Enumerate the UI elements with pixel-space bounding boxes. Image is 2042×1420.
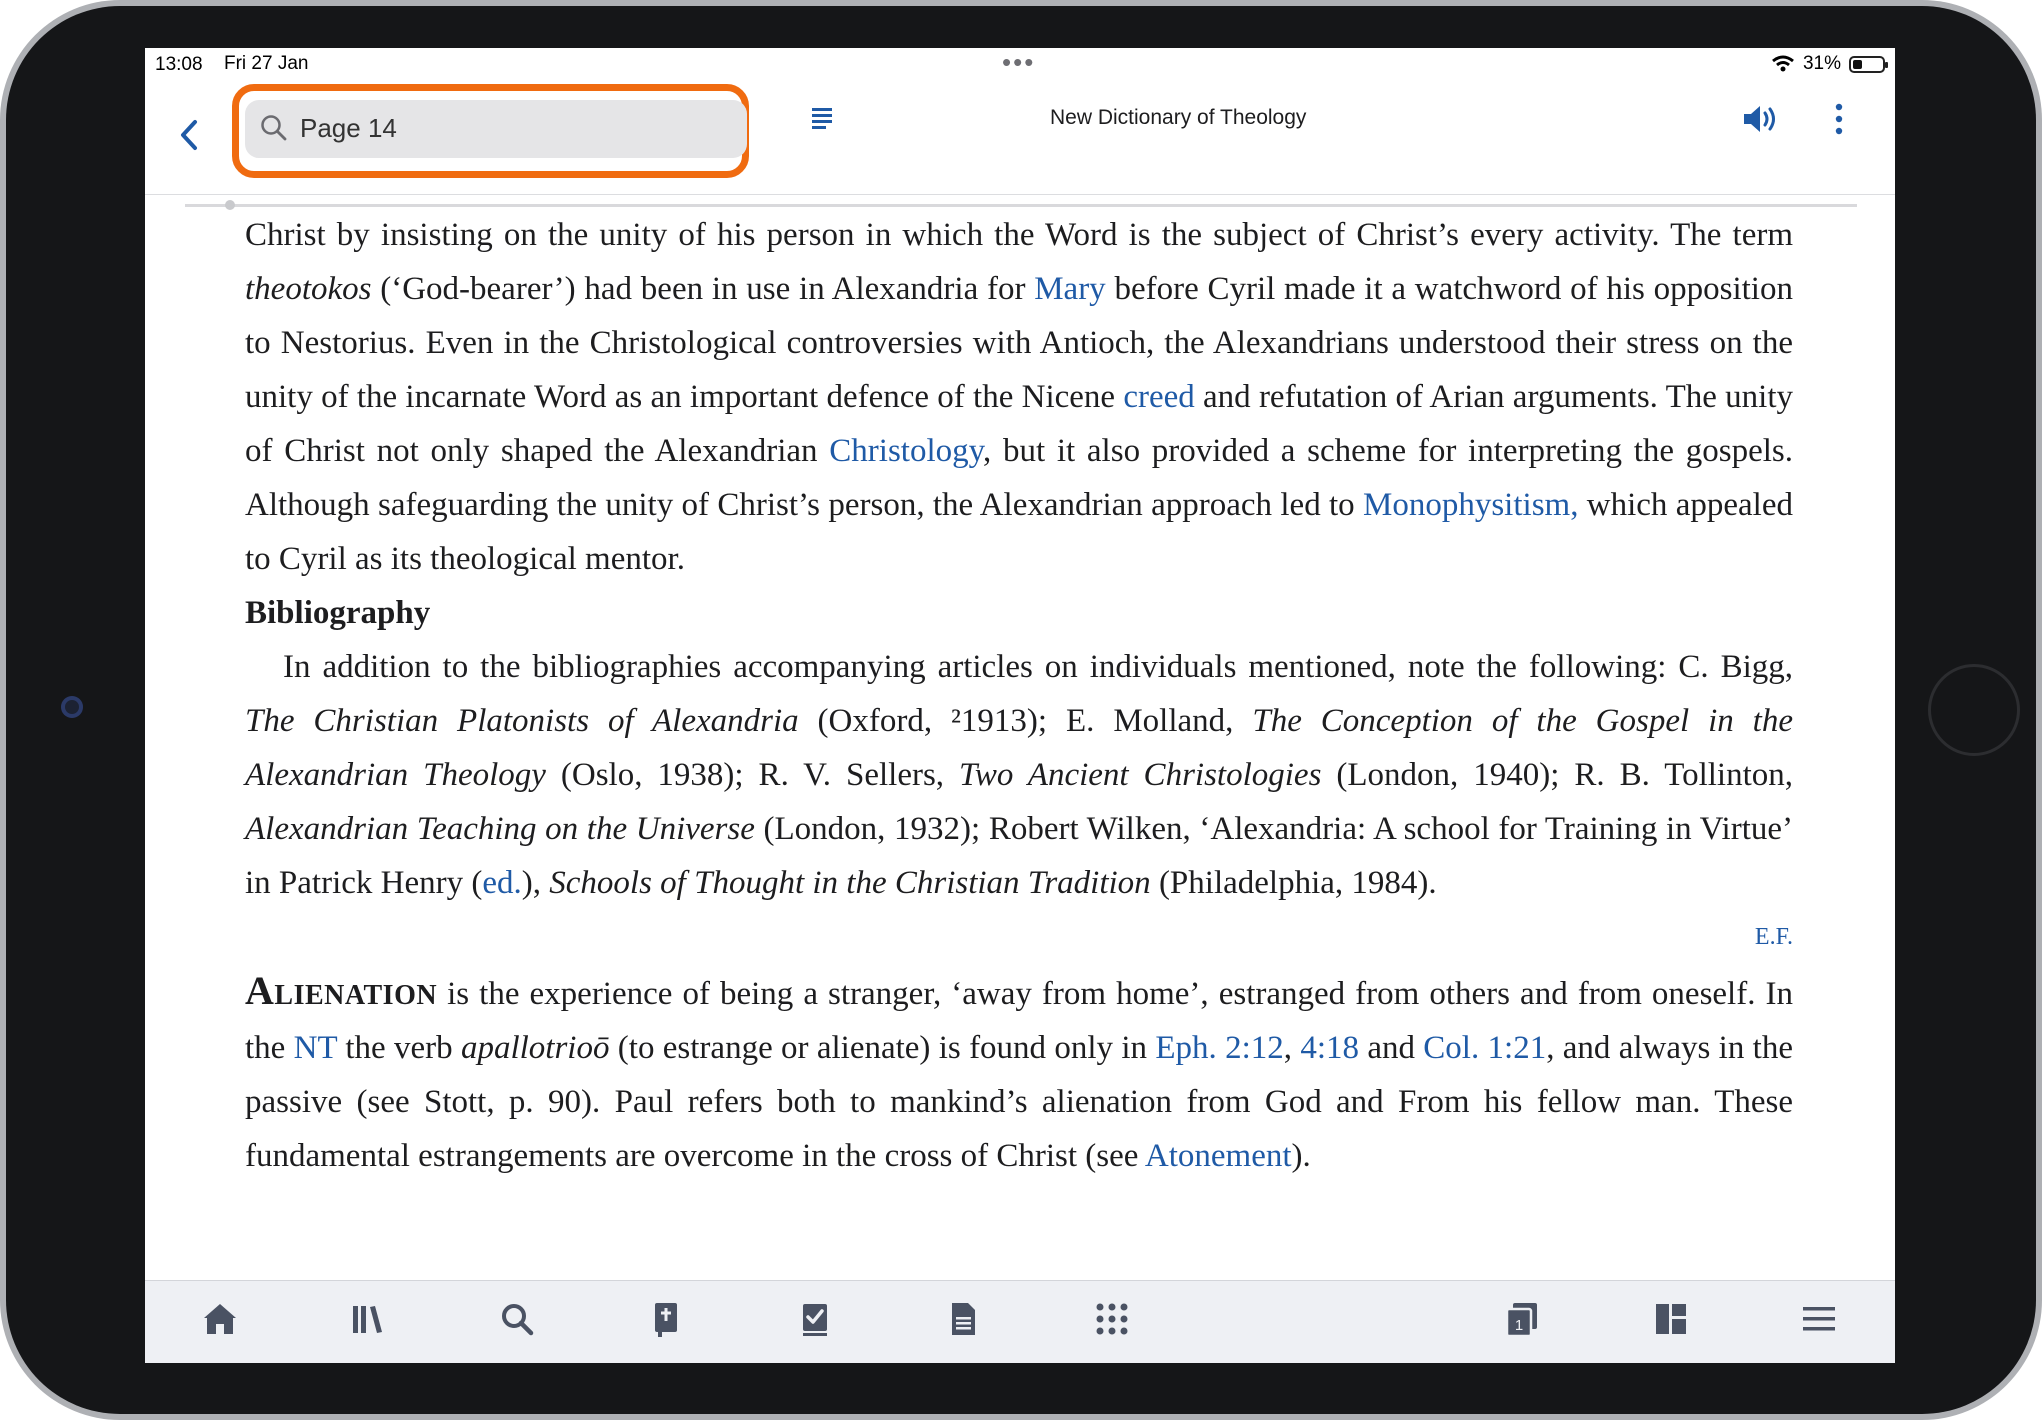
camera <box>61 696 83 718</box>
screen <box>145 48 1895 1362</box>
more-options-icon[interactable] <box>1831 102 1847 136</box>
battery-percent: 31% <box>1802 53 1841 74</box>
search-value: Page 14 <box>300 113 397 143</box>
link-eph-2-12[interactable]: Eph. 2:12 <box>1155 1030 1284 1066</box>
text-run: (London, 1932); Robert Wilken, ‘Alexandria: A school for Training in Virtue’ in Patrick Henry ( <box>245 811 1793 901</box>
text-run: (London, 1940); R. B. Tollinton, <box>1321 757 1794 793</box>
link-christology[interactable]: Christology <box>829 433 983 469</box>
text-run: , and always in the passive (see Stott, p. 90). Paul refers both to mankind’s alienation from God and From his fellow man. These fundamental estrangements are overcome in the cross of Christ (see <box>245 1030 1793 1174</box>
status-bar <box>145 48 1895 82</box>
bottom-tab-bar <box>145 1280 1895 1363</box>
bible-icon[interactable] <box>646 1299 686 1339</box>
reference-search-input[interactable] <box>245 100 747 158</box>
text-run: , but it also provided a scheme for interpreting the gospels. Although safeguarding the unity of Christ’s person, the Alexandrian approach led to <box>245 433 1793 523</box>
paragraph-alienation <box>245 964 1793 1183</box>
search-icon[interactable] <box>497 1299 537 1339</box>
entry-headword: Alienation <box>245 968 438 1013</box>
content-fade <box>145 1258 1895 1282</box>
text-run: In addition to the bibliographies accompanying articles on individuals mentioned, note the following: C. Bigg, <box>283 649 1793 685</box>
article-body <box>245 208 1793 1183</box>
text-run: and refutation of Arian arguments. The unity of Christ not only shaped the Alexandrian <box>245 379 1793 469</box>
text-run: which appealed to Cyril as its theological mentor. <box>245 487 1793 577</box>
text-run: (Oxford, ²1913); E. Molland, <box>798 703 1253 739</box>
battery-icon <box>1849 56 1885 73</box>
reading-progress-bar[interactable] <box>185 204 1857 207</box>
book-title-italic: Alexandrian Teaching on the Universe <box>245 811 755 847</box>
bibliography-heading: Bibliography <box>245 595 431 631</box>
text-run: ), <box>521 865 550 901</box>
link-atonement[interactable]: Atonement <box>1144 1138 1292 1174</box>
book-title-italic: Schools of Thought in the Christian Tradition <box>549 865 1151 901</box>
paragraph-alexandrian-christology <box>245 208 1793 586</box>
text-run: the verb <box>337 1030 461 1066</box>
link-monophysitism[interactable]: Monophysitism, <box>1363 487 1579 523</box>
tasks-icon[interactable] <box>795 1299 835 1339</box>
wifi-icon <box>1771 55 1795 73</box>
home-button[interactable] <box>1928 664 2020 756</box>
document-icon[interactable] <box>943 1299 983 1339</box>
italic-term: theotokos <box>245 271 372 307</box>
text-run: before Cyril made it a watchword of his opposition to Nestorius. Even in the Christological controversies with Antioch, the Alexandrians understood their stress on the unity of the incarnate Word as an important defence of the Nicene <box>245 271 1793 415</box>
text-run: (Philadelphia, 1984). <box>1150 865 1437 901</box>
table-of-contents-icon[interactable] <box>810 104 834 132</box>
panels-icon[interactable] <box>1651 1299 1691 1339</box>
book-title-italic: The Conception of the Gospel in the Alexandrian Theology <box>245 703 1793 793</box>
text-run: (to estrange or alienate) is found only in <box>609 1030 1156 1066</box>
multitasking-dots-icon[interactable]: ••• <box>1002 47 1036 77</box>
link-col-1-21[interactable]: Col. 1:21 <box>1423 1030 1547 1066</box>
progress-knob[interactable] <box>225 200 235 210</box>
text-run: ). <box>1291 1138 1311 1174</box>
apps-grid-icon[interactable] <box>1092 1299 1132 1339</box>
text-run: is the experience of being a stranger, ‘away from home’, estranged from others and from oneself. In the <box>245 976 1793 1066</box>
back-chevron-icon[interactable] <box>175 114 205 156</box>
book-title[interactable]: New Dictionary of Theology <box>1050 106 1307 129</box>
text-run: , <box>1283 1030 1301 1066</box>
search-icon <box>259 113 289 143</box>
link-ed[interactable]: ed. <box>482 865 522 901</box>
text-run: and <box>1359 1030 1424 1066</box>
text-run: (‘God-bearer’) had been in use in Alexandria for <box>371 271 1035 307</box>
text-run: (Oslo, 1938); R. V. Sellers, <box>545 757 960 793</box>
link-4-18[interactable]: 4:18 <box>1300 1030 1359 1066</box>
link-nt[interactable]: NT <box>293 1030 338 1066</box>
link-mary[interactable]: Mary <box>1034 271 1106 307</box>
status-date: Fri 27 Jan <box>224 53 309 74</box>
book-title-italic: Two Ancient Christologies <box>959 757 1322 793</box>
layout-one-icon[interactable] <box>1502 1299 1542 1339</box>
author-initials-link[interactable]: E.F. <box>1754 924 1793 950</box>
link-creed[interactable]: creed <box>1123 379 1195 415</box>
bibliography-paragraph <box>245 640 1793 910</box>
svg-text:1: 1 <box>1514 1317 1524 1334</box>
italic-term: apallotrioō <box>460 1030 610 1066</box>
library-icon[interactable] <box>349 1299 389 1339</box>
text-run: Christ by insisting on the unity of his person in which the Word is the subject of Christ’s every activity. The term <box>245 217 1793 253</box>
status-right <box>1771 53 1885 75</box>
home-icon[interactable] <box>200 1299 240 1339</box>
menu-icon[interactable] <box>1799 1299 1839 1339</box>
book-title-italic: The Christian Platonists of Alexandria <box>245 703 799 739</box>
speaker-audio-icon[interactable] <box>1740 102 1780 136</box>
status-time: 13:08 <box>155 54 203 75</box>
